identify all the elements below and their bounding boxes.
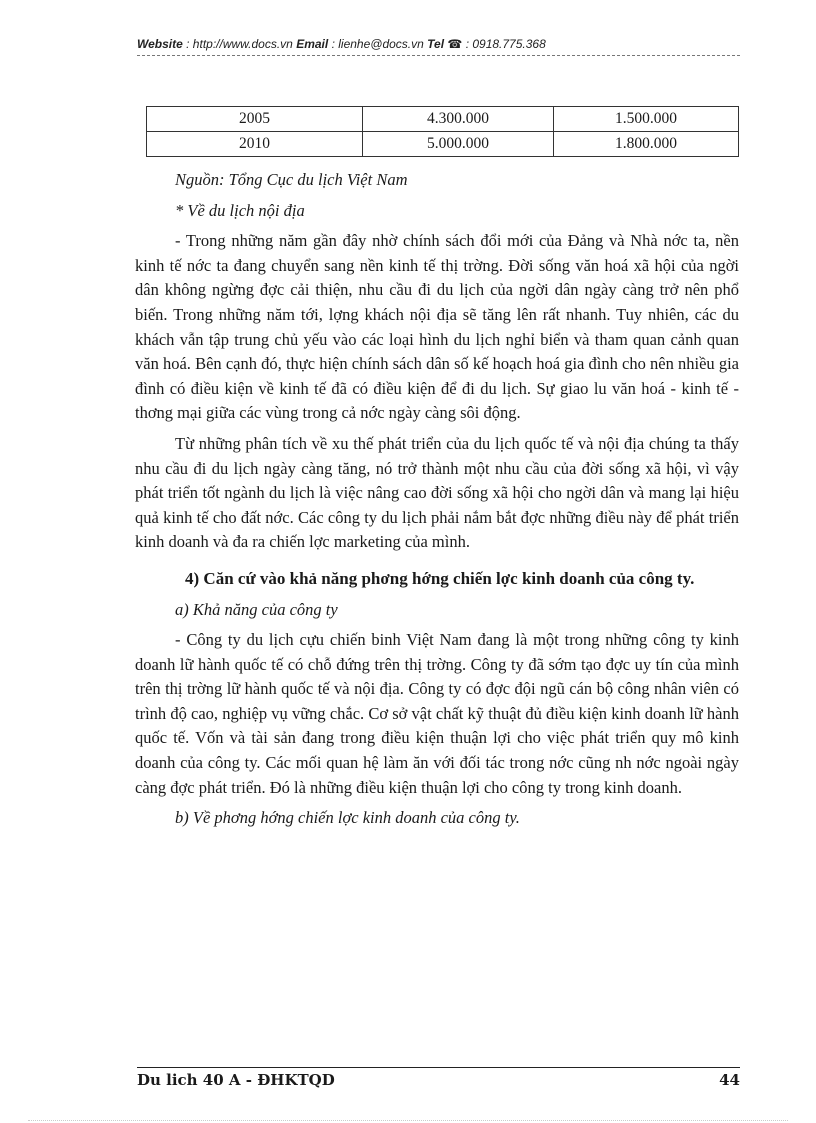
paragraph-analysis: Từ những phân tích về xu thế phát triển của du lịch quốc tế và nội địa chúng ta thấy nhu cầu đi du lịch ngày càng tăng, nó trở thành một nhu cầu của đời sống xã hội, vì vậy phát triển tốt ngành du lịch là việc nâng cao đời sống xã hội cho ngời dân và mang lại hiệu quả kinh tế cho đất nớc. Các công ty du lịch phải nắm bắt đợc những điều này để phát triển kinh doanh và đa ra chiến lợc marketing của mình. (135, 433, 739, 552)
page-number: 44 (719, 1071, 740, 1089)
table-cell: 2005 (147, 107, 363, 132)
tourist-data-table (146, 106, 739, 157)
paragraph-domestic: - Trong những năm gần đây nhờ chính sách đổi mới của Đảng và Nhà nớc ta, nền kinh tế nớc ta đang chuyển sang nền kinh tế thị trờng. Đời sống văn hoá xã hội của ngời dân không ngừng đợc cải thiện, nhu cầu đi du lịch của ngời dân ngày càng trở nên phổ biến. Trong những năm tới, lợng khách nội địa sẽ tăng lên rất nhanh. Tuy nhiên, các du khách vẫn tập trung chủ yếu vào các loại hình du lịch nghỉ biển và tham quan cảnh quan văn hoá. Bên cạnh đó, thực hiện chính sách dân số kế hoạch hoá gia đình cho nên nhiều gia đình có điều kiện về kinh tế đã có điều kiện để đi du lịch. Sự giao lu văn hoá - kinh tế - thơng mại giữa các vùng trong cả nớc ngày càng sôi động. (135, 231, 739, 423)
page-edge (28, 1120, 788, 1121)
section-heading: 4) Căn cứ vào khả năng phơng hớng chiến lợc kinh doanh của công ty. (185, 568, 695, 588)
tel-value: : 0918.775.368 (465, 37, 546, 51)
page-body (135, 168, 739, 831)
table-cell: 1.800.000 (554, 132, 739, 157)
paragraph-capability: - Công ty du lịch cựu chiến binh Việt Nam đang là một trong những công ty kinh doanh lữ hành quốc tế có chỗ đứng trên thị trờng. Công ty đã sớm tạo đợc uy tín của mình trên thị trờng lữ hành quốc tế và nội địa. Công ty có đợc đội ngũ cán bộ công nhân viên có trình độ cao, nghiệp vụ vững chắc. Cơ sở vật chất kỹ thuật đủ điều kiện kinh doanh lữ hành quốc tế. Vốn và tài sản đang trong điều kiện thuận lợi cho việc phát triển quy mô kinh doanh của công ty. Các mối quan hệ làm ăn với đối tác trong nớc cũng nh nớc ngoài ngày càng đợc phát triển. Đó là những điều kiện thuận lợi cho công ty trong kinh doanh. (135, 630, 739, 797)
website-url[interactable]: : http://www.docs.vn (186, 37, 293, 51)
table-cell: 1.500.000 (554, 107, 739, 132)
email-label: Email (296, 37, 329, 51)
email-value[interactable]: : lienhe@docs.vn (331, 37, 424, 51)
header-divider (137, 55, 740, 56)
subheading-capability: a) Khả năng của công ty (175, 599, 338, 619)
website-label: Website (137, 37, 183, 51)
footer-divider (137, 1067, 740, 1068)
footer-label: Du lich 40 A - ĐHKTQD (137, 1071, 335, 1089)
table-cell: 2010 (147, 132, 363, 157)
tel-label: Tel (427, 37, 445, 51)
table-cell: 4.300.000 (363, 107, 554, 132)
table-row (147, 132, 739, 157)
source-note: Nguồn: Tổng Cục du lịch Việt Nam (175, 170, 408, 189)
phone-icon: ☎ (447, 37, 463, 51)
table-cell: 5.000.000 (363, 132, 554, 157)
table-row (147, 107, 739, 132)
subheading-strategy: b) Về phơng hớng chiến lợc kinh doanh của công ty. (175, 808, 520, 828)
domestic-heading: * Về du lịch nội địa (175, 200, 305, 220)
